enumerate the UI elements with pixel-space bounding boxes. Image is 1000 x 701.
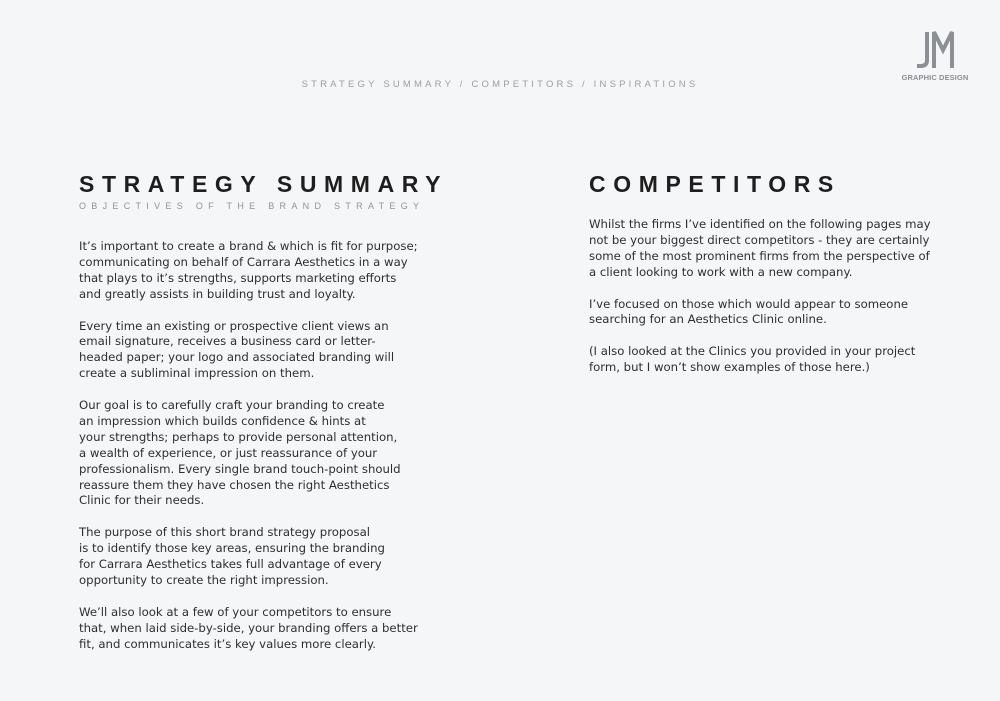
strategy-text-line: It’s important to create a brand & which is fit for purpose; [79, 239, 418, 253]
strategy-text-line: headed paper; your logo and associated branding will [79, 350, 395, 365]
strategy-text-line: Our goal is to carefully craft your branding to create [79, 398, 385, 413]
strategy-text-line: and greatly assists in building trust and loyalty. [79, 286, 356, 301]
strategy-summary-body [79, 239, 439, 653]
competitors-title: COMPETITORS [589, 171, 841, 197]
competitors-section [589, 171, 934, 392]
strategy-text-line: Clinic for their needs. [79, 493, 205, 508]
strategy-text-line: reassure them they have chosen the right Aesthetics [79, 477, 390, 492]
strategy-text-line: your strengths; perhaps to provide personal attention, [79, 429, 398, 444]
logo-tagline: GRAPHIC DESIGN [901, 73, 969, 82]
strategy-text-line: The purpose of this short brand strategy proposal [79, 525, 370, 540]
strategy-paragraph [79, 319, 439, 383]
competitors-paragraph [589, 344, 934, 376]
strategy-text-line: email signature, receives a business card or letter- [79, 334, 376, 349]
competitors-paragraph [589, 297, 934, 329]
strategy-paragraph [79, 605, 439, 653]
strategy-text-line: communicating on behalf of Carrara Aesthetics in a way [79, 254, 408, 269]
strategy-text-line: We’ll also look at a few of your competitors to ensure [79, 604, 392, 619]
strategy-text-line: a wealth of experience, or just reassurance of your [79, 445, 378, 460]
breadcrumb-nav: STRATEGY SUMMARY / COMPETITORS / INSPIRATIONS [301, 79, 699, 90]
strategy-summary-title: STRATEGY SUMMARY [79, 171, 449, 197]
competitors-text-line: Whilst the firms I’ve identified on the following pages may [589, 217, 931, 231]
strategy-text-line: is to identify those key areas, ensuring the branding [79, 541, 385, 556]
competitors-text-line: form, but I won’t show examples of those here.) [589, 360, 870, 375]
competitors-text-line: some of the most prominent firms from the perspective of [589, 248, 930, 263]
brand-logo [898, 28, 972, 88]
strategy-text-line: that, when laid side-by-side, your branding offers a better [79, 620, 418, 635]
jm-monogram-icon [913, 28, 957, 72]
competitors-text-line: a client looking to work with a new company. [589, 264, 853, 279]
strategy-text-line: professionalism. Every single brand touch-point should [79, 461, 401, 476]
strategy-text-line: opportunity to create the right impression. [79, 572, 329, 587]
strategy-text-line: for Carrara Aesthetics takes full advantage of every [79, 557, 382, 572]
competitors-text-line: (I also looked at the Clinics you provided in your project [589, 344, 916, 359]
competitors-body [589, 217, 934, 376]
strategy-text-line: fit, and communicates it’s key values more clearly. [79, 636, 376, 651]
strategy-text-line: that plays to it’s strengths, supports marketing efforts [79, 270, 397, 285]
strategy-text-line: an impression which builds confidence & hints at [79, 413, 366, 428]
strategy-text-line: Every time an existing or prospective client views an [79, 318, 389, 333]
competitors-text-line: not be your biggest direct competitors - they are certainly [589, 232, 930, 247]
strategy-paragraph [79, 525, 439, 589]
strategy-text-line: create a subliminal impression on them. [79, 366, 315, 381]
competitors-text-line: searching for an Aesthetics Clinic online. [589, 312, 827, 327]
strategy-summary-subtitle: OBJECTIVES OF THE BRAND STRATEGY [79, 201, 425, 211]
competitors-text-line: I’ve focused on those which would appear to someone [589, 296, 909, 311]
competitors-paragraph [589, 217, 934, 281]
strategy-paragraph [79, 398, 439, 509]
strategy-summary-section [79, 171, 449, 668]
strategy-paragraph [79, 239, 439, 303]
